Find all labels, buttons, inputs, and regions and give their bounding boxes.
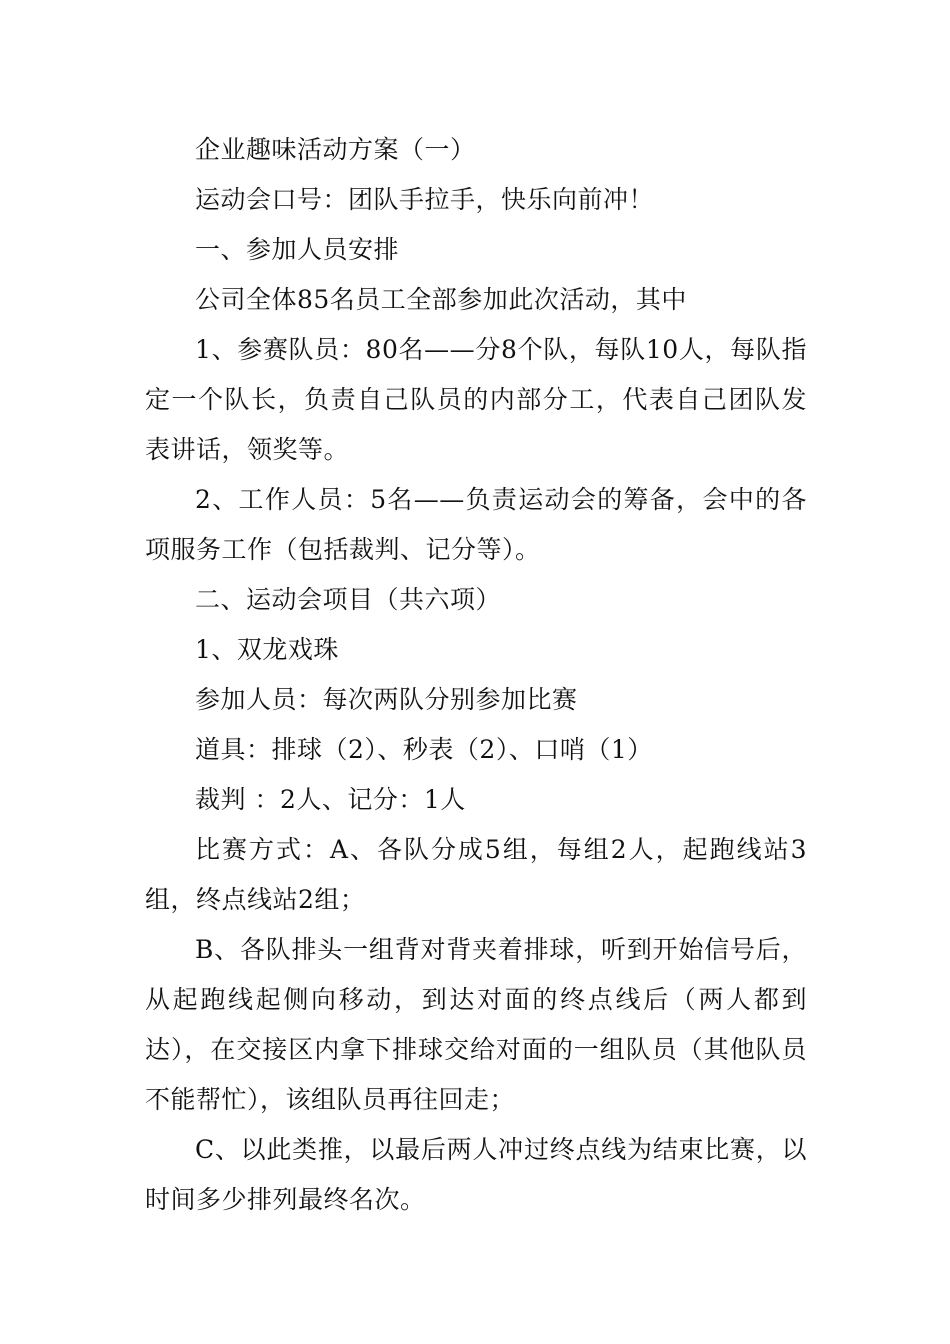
section-heading-events: 二、运动会项目（共六项） <box>195 585 502 614</box>
section-heading-participants: 一、参加人员安排 <box>195 235 400 264</box>
event-rule-c: C、以此类推，以最后两人冲过终点线为结束比赛，以时间多少排列最终名次。 <box>145 1135 807 1214</box>
slogan-paragraph: 运动会口号：团队手拉手，快乐向前冲！ <box>195 185 655 214</box>
participants-intro: 公司全体85名员工全部参加此次活动，其中 <box>195 285 687 314</box>
staff-item: 2、工作人员：5名——负责运动会的筹备，会中的各项服务工作（包括裁判、记分等）。 <box>145 485 807 564</box>
event-props: 道具：排球（2）、秒表（2）、口哨（1） <box>195 735 653 764</box>
team-members-item: 1、参赛队员：80名——分8个队，每队10人，每队指定一个队长，负责自己队员的内部分工，代表自己团队发表讲话，领奖等。 <box>145 335 807 464</box>
event-participants: 参加人员：每次两队分别参加比赛 <box>195 685 578 714</box>
event-rule-a: 比赛方式：A、各队分成5组，每组2人，起跑线站3组，终点线站2组； <box>145 835 807 914</box>
document-title: 企业趣味活动方案（一） <box>195 135 476 164</box>
event-rule-b: B、各队排头一组背对背夹着排球，听到开始信号后，从起跑线起侧向移动，到达对面的终点线后（两人都到达），在交接区内拿下排球交给对面的一组队员（其他队员不能帮忙），该组队员再往回走； <box>145 935 807 1114</box>
document-page <box>145 125 807 1225</box>
event-title: 1、双龙戏珠 <box>195 635 339 664</box>
event-referees: 裁判 ：2人、记分：1人 <box>195 785 466 814</box>
